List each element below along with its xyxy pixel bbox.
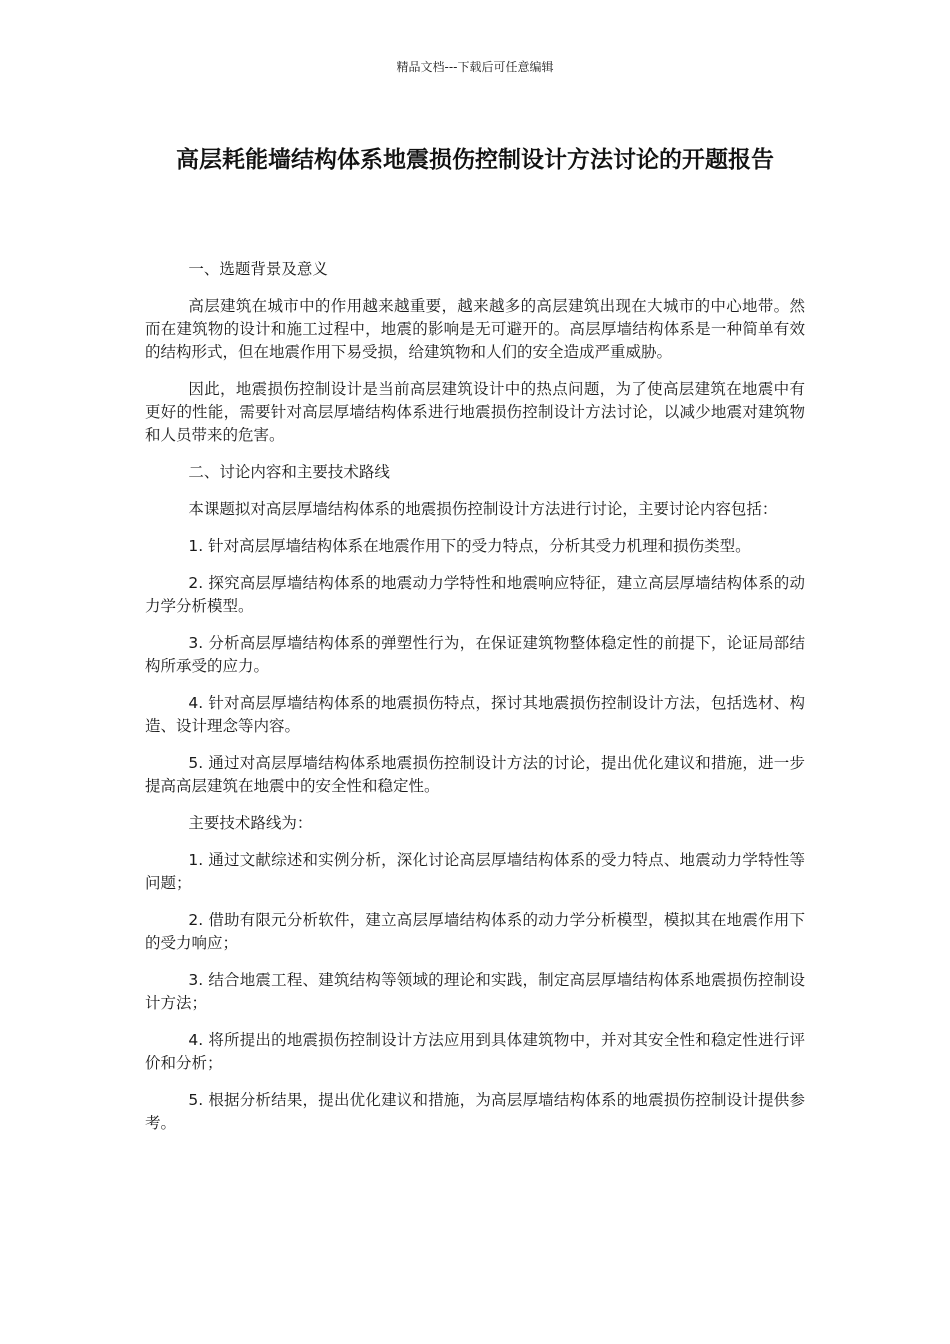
document-body bbox=[145, 258, 805, 1149]
list-item: 5. 根据分析结果，提出优化建议和措施，为高层厚墙结构体系的地震损伤控制设计提供参考。 bbox=[145, 1091, 805, 1132]
document-title: 高层耗能墙结构体系地震损伤控制设计方法讨论的开题报告 bbox=[176, 147, 774, 173]
list-item: 4. 将所提出的地震损伤控制设计方法应用到具体建筑物中，并对其安全性和稳定性进行评价和分析； bbox=[145, 1031, 805, 1072]
list-item: 3. 分析高层厚墙结构体系的弹塑性行为，在保证建筑物整体稳定性的前提下，论证局部结构所承受的应力。 bbox=[145, 634, 805, 675]
header-note: 精品文档---下载后可任意编辑 bbox=[396, 60, 554, 74]
paragraph: 因此，地震损伤控制设计是当前高层建筑设计中的热点问题，为了使高层建筑在地震中有更好的性能，需要针对高层厚墙结构体系进行地震损伤控制设计方法讨论，以减少地震对建筑物和人员带来的危害。 bbox=[145, 380, 805, 444]
list-item: 2. 探究高层厚墙结构体系的地震动力学特性和地震响应特征，建立高层厚墙结构体系的动力学分析模型。 bbox=[145, 574, 805, 615]
section-heading: 主要技术路线为： bbox=[188, 814, 313, 832]
section-heading: 一、选题背景及意义 bbox=[188, 260, 328, 278]
list-item: 1. 通过文献综述和实例分析，深化讨论高层厚墙结构体系的受力特点、地震动力学特性等问题； bbox=[145, 851, 805, 892]
section-heading: 二、讨论内容和主要技术路线 bbox=[188, 463, 390, 481]
list-item: 5. 通过对高层厚墙结构体系地震损伤控制设计方法的讨论，提出优化建议和措施，进一步提高高层建筑在地震中的安全性和稳定性。 bbox=[145, 754, 805, 795]
list-item: 3. 结合地震工程、建筑结构等领域的理论和实践，制定高层厚墙结构体系地震损伤控制设计方法； bbox=[145, 971, 805, 1012]
list-item: 2. 借助有限元分析软件，建立高层厚墙结构体系的动力学分析模型，模拟其在地震作用下的受力响应； bbox=[145, 911, 805, 952]
paragraph: 高层建筑在城市中的作用越来越重要，越来越多的高层建筑出现在大城市的中心地带。然而在建筑物的设计和施工过程中，地震的影响是无可避开的。高层厚墙结构体系是一种简单有效的结构形式，但在地震作用下易受损，给建筑物和人们的安全造成严重威胁。 bbox=[145, 297, 805, 361]
list-item: 1. 针对高层厚墙结构体系在地震作用下的受力特点，分析其受力机理和损伤类型。 bbox=[188, 537, 751, 555]
list-item: 4. 针对高层厚墙结构体系的地震损伤特点，探讨其地震损伤控制设计方法，包括选材、构造、设计理念等内容。 bbox=[145, 694, 805, 735]
paragraph: 本课题拟对高层厚墙结构体系的地震损伤控制设计方法进行讨论，主要讨论内容包括： bbox=[188, 500, 778, 518]
